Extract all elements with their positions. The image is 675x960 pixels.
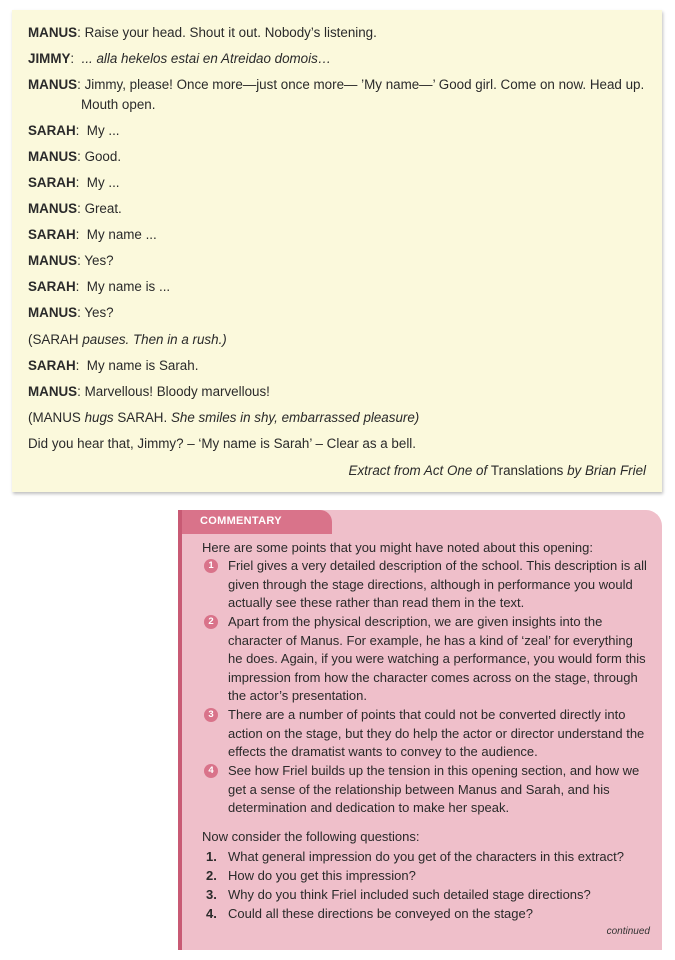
speaker-name: JIMMY: [28, 51, 71, 66]
speaker-name: SARAH: [28, 175, 76, 190]
direction-name: (SARAH: [28, 332, 79, 347]
number-badge-icon: 3: [204, 708, 218, 722]
commentary-tab: [182, 510, 332, 534]
direction-text: pauses. Then in a rush.): [82, 332, 227, 347]
continued-note: continued: [606, 926, 650, 937]
dialogue-text: My name ...: [86, 227, 157, 242]
direction-name: SARAH.: [117, 410, 168, 425]
dialogue-text: Marvellous! Bloody marvellous!: [84, 384, 270, 399]
dialogue-line: MANUS: Yes?: [28, 253, 114, 268]
dialogue-text: Great.: [84, 201, 122, 216]
speaker-name: SARAH: [28, 123, 76, 138]
speaker-name: MANUS: [28, 149, 78, 164]
direction-text: hugs: [84, 410, 114, 425]
dialogue-text: ... alla hekelos estai en Atreidao domois…: [81, 51, 332, 66]
questions-intro: Now consider the following questions:: [202, 829, 420, 844]
dialogue-line: MANUS: Great.: [28, 201, 122, 216]
commentary-intro: Here are some points that you might have noted about this opening:: [202, 540, 593, 555]
speaker-name: SARAH: [28, 358, 76, 373]
dialogue-text: Raise your head. Shout it out. Nobody’s listening.: [84, 25, 377, 40]
commentary-box: COMMENTARY Here are some points that you might have noted about this opening: 1 Friel gives a very detailed description of the school. This description is all given through the stage directions, although in performance you would actually see these rather than read them in the text. 2 Apart from the physical description, we are given insights into the character of Manus. For example, he has a kind of ‘zeal’ for everything he does. Again, if you were watching a performance, you would form this impression from how the character comes across on the stage, through the actor’s presentation. 3 There are a number of points that could not be converted directly into action on the stage, but they do help the actor or director understand the effects the dramatist wants to convey to the audience. 4 See how Friel builds up the tension in this opening section, and how we get a sense of the relationship between Manus and Sarah, and his determination and dedication to make her speak. Now consider the following questions: 1. What general impression do you get of the characters in this extract? 2. How do you get this impression? 3. Why do you think Friel included such detailed stage directions? 4. Could all these directions be conveyed on the stage? continued: [178, 510, 662, 950]
dialogue-text: My name is Sarah.: [86, 358, 199, 373]
dialogue-text: Jimmy, please! Once more—just once more— ’My name—’ Good girl. Come on now. Head up. Mouth open.: [81, 77, 645, 112]
point-text: Apart from the physical description, we are given insights into the character of Manus. For example, he has a kind of ‘zeal’ for everything he does. Again, if you were watching a performance, you would form this impression from how the character comes across on the stage, through the actor’s presentation.: [228, 614, 646, 703]
dialogue-line: SARAH: My ...: [28, 175, 120, 190]
dialogue-line: SARAH: My ...: [28, 123, 120, 138]
dialogue-line: JIMMY: ... alla hekelos estai en Atreidao domois…: [28, 51, 332, 66]
dialogue-line: MANUS: Jimmy, please! Once more—just once more— ’My name—’ Good girl. Come on now. Head up. Mouth open.: [28, 77, 645, 112]
dialogue-text: My name is ...: [86, 279, 171, 294]
speaker-name: MANUS: [28, 305, 78, 320]
dialogue-text: My ...: [86, 175, 120, 190]
dialogue-line: MANUS: Marvellous! Bloody marvellous!: [28, 384, 270, 399]
dialogue-text: Yes?: [84, 305, 114, 320]
speaker-name: MANUS: [28, 384, 78, 399]
number-badge-icon: 2: [204, 615, 218, 629]
dialogue-line: MANUS: Raise your head. Shout it out. Nobody’s listening.: [28, 25, 377, 40]
speaker-name: SARAH: [28, 227, 76, 242]
commentary-heading: COMMENTARY: [200, 515, 282, 527]
speaker-name: MANUS: [28, 77, 78, 92]
speaker-name: MANUS: [28, 253, 78, 268]
work-title: Translations: [490, 463, 564, 478]
number-badge-icon: 4: [204, 764, 218, 778]
dialogue-line: MANUS: Yes?: [28, 305, 114, 320]
dialogue-text: Good.: [84, 149, 122, 164]
stage-direction: [28, 408, 646, 428]
direction-name: (MANUS: [28, 410, 81, 425]
dialogue-line: SARAH: My name ...: [28, 227, 157, 242]
speaker-name: MANUS: [28, 25, 78, 40]
extract-source: Extract from Act One of Translations by Brian Friel: [348, 463, 646, 478]
point-text: There are a number of points that could not be converted directly into action on the stage, but they do help the actor or director understand the effects the dramatist wants to convey to the audience.: [228, 707, 645, 759]
dialogue-line: [28, 434, 646, 454]
dialogue-line: SARAH: My name is Sarah.: [28, 358, 199, 373]
dialogue-text: My ...: [86, 123, 120, 138]
dialogue-line: SARAH: My name is ...: [28, 279, 171, 294]
direction-text: She smiles in shy, embarrassed pleasure): [170, 410, 420, 425]
dialogue-text: Yes?: [84, 253, 114, 268]
dialogue-line: MANUS: Good.: [28, 149, 122, 164]
point-text: See how Friel builds up the tension in this opening section, and how we get a sense of the relationship between Manus and Sarah, and his determination and dedication to make her speak.: [228, 763, 640, 815]
number-badge-icon: 1: [204, 559, 218, 573]
speaker-name: MANUS: [28, 201, 78, 216]
point-text: Friel gives a very detailed description of the school. This description is all given through the stage directions, although in performance you would actually see these rather than read them in the text.: [228, 558, 647, 610]
stage-direction: [28, 330, 646, 350]
speaker-name: SARAH: [28, 279, 76, 294]
dialogue-text: Did you hear that, Jimmy? – ‘My name is Sarah’ – Clear as a bell.: [28, 436, 416, 451]
play-extract-box: [12, 10, 662, 492]
